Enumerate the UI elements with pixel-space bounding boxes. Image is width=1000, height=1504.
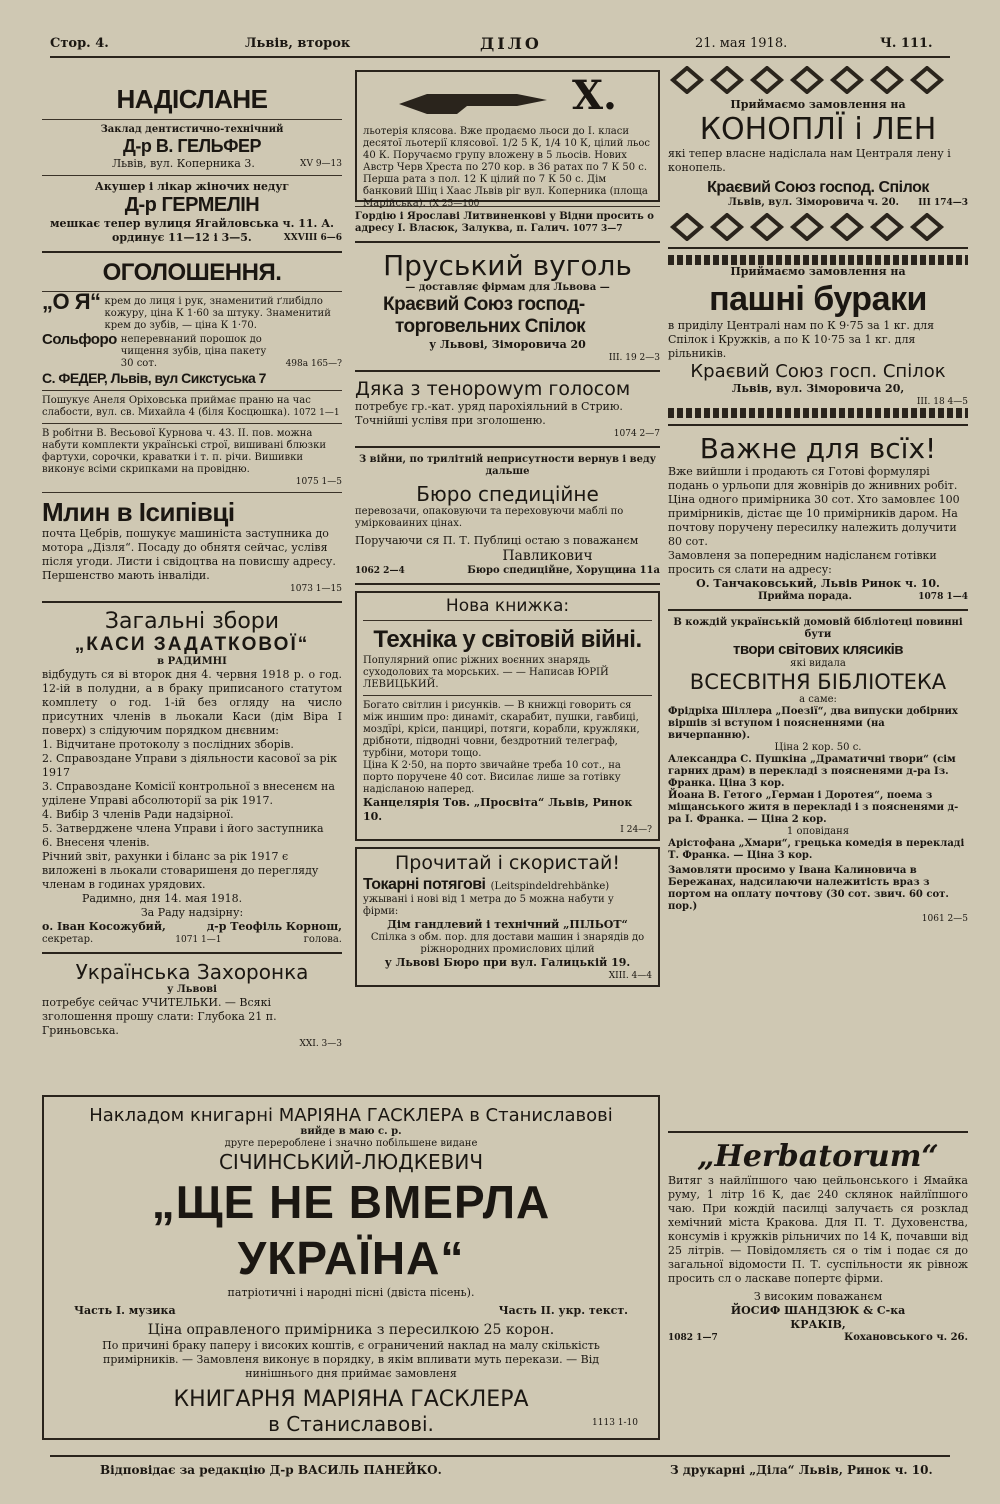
zakhoronka-code: XXI. 3—3 [299, 1039, 342, 1049]
vazhne-text: Вже вийшли і продають ся Готові формулярі подань о урльопи для жовнірів до жнивних робіт. [668, 465, 958, 492]
ad-dentist-address: Львів, вул. Коперника 3. XV 9—13 [112, 157, 342, 170]
book-price: Ціна 2 кор. 50 с. [774, 742, 862, 753]
anthem-price: Ціна оправленого примірника з пересилкою 25 корон. [147, 1322, 555, 1338]
diak-title: Дяка з тенорowym голосом [355, 378, 631, 400]
lottery-ad [355, 70, 660, 209]
konopli-title: КОНОПЛЇ і ЛЕН [699, 112, 937, 147]
ad-akusherka: Пошукує Анеля Оріховська приймає праню на час слабости, вул. св. Михайла 4 (біля Косцюшка). 1072 1—1 [42, 395, 340, 418]
biuro-text2: Поручаючи ся П. Т. Публиці остаю з поважанєм [355, 534, 639, 547]
zbory-title: Загальні збори [104, 609, 280, 634]
section-title-nadislane: НАДІСЛАНЕ [116, 84, 268, 114]
zbory-dateline: Радимно, дня 14. мая 1918. [82, 892, 243, 905]
vazhne-text3: Замовленя за попередним надісланєм готівки просить ся слати на адресу: [668, 549, 937, 576]
zbory-place: в РАДИМНІ [157, 656, 227, 667]
buraky-intro: Приймаємо замовлення на [730, 265, 906, 278]
herbatorum-address: 1082 1—7 Кохановського ч. 26. [668, 1332, 968, 1343]
ad-robitnia: В робітни В. Весьової Курнова ч. 43. II. пов. можна набути комплекти українські строї, вишивані блюзки фартухи, сорочки, краватки і т. п. річи. Вишивки виконує всіми скрипками на провідню. [42, 428, 326, 475]
vazhne-title: Важне для всїх! [699, 432, 937, 465]
ad-solforo: Сольфоро неперевнаний порошок до чищення зубів, ціна пакету 30 сот. 498a 165—? [42, 331, 342, 369]
herbatorum-closing: З високим поважанєм [753, 1290, 883, 1303]
herbatorum-text: Витяг з найлїпшого чаю цейльонського і Ямайка руму, 1 літр 16 К, дає 240 склянок найлїпшого чаю. При кождій пасилці залучаєть ся розклад хемічний міста Кракова. Для П. Т. Духовенства, консумів і кружків рільничих по 14 К, почавши від 25 літрів. — Повідомляєть ся о тім і подає ся до загальної відомости П. Т. суспільности як рівнож просить сл о ласкаве попертє фірми. [668, 1174, 968, 1285]
zakhoronka-title: Українська Захоронка [75, 960, 309, 984]
herbatorum-city: КРАКІВ, [790, 1318, 846, 1331]
zbory-report: Річний звіт, рахунки і біланс за рік 1917 є виложені в льокали стоваришеня до перегляду членам в годинах урядових. [42, 850, 319, 891]
biuro-title: Бюро спедиційне [416, 482, 599, 506]
column-3 [668, 62, 968, 925]
vugol-address: у Львові, Зіморовича 20 [429, 338, 586, 351]
buraky-address: Львів, вул. Зіморовича 20, [731, 382, 905, 395]
ad-gyn-line: Акушер і лікар жіночих недуг [94, 180, 290, 193]
book-note: 1 оповіданя [786, 826, 850, 837]
anthem-author: СІЧИНСЬКИЙ-ЛЮДКЕВИЧ [218, 1150, 484, 1174]
biuro-name: Павликович [502, 548, 593, 564]
ad-oya: „О Я“ крем до лиця і рук, знаменитий ґлибідло кожуру, ціна К 1·60 за штуку. Знаменитий крем до зубів, — ціна К 1·70. [42, 289, 331, 331]
buraky-code: III. 18 4—5 [916, 397, 968, 407]
anthem-parts: Часть І. музика Часть II. укр. текст. [74, 1304, 628, 1317]
ad-mlyn-text: почта Цебрів, пошукує машиніста заступника до мотора „Дізля“. Посаду до обнятя сейчас, услівя після угоди. Листи і свідоцтва на повисшу адресу. Першенство мають інваліди. [42, 527, 336, 582]
ad-gyn-hours: ординує 11—12 і 3—5. XXVIII 6—6 [112, 231, 342, 244]
prochytai-text: ужывані і нові від 1 метра до 5 можна набути у фірми: [363, 894, 614, 917]
ad-gyn-name: Д-р ГЕРМЕЛІН [124, 194, 260, 216]
vugol-title: Пруський вуголь [383, 249, 632, 282]
vazhne-address: О. Танчаковський, Львів Ринок ч. 10. [696, 577, 940, 590]
vugol-org-2: торговельних Спілок [395, 316, 586, 337]
agenda-item: 2. Справоздане Управи з діяльности касової за рік 1917 [42, 752, 337, 779]
vugol-code: III. 19 2—3 [608, 353, 660, 363]
issue-date: 21. мая 1918. [695, 36, 788, 51]
biblioteka-order: Замовляти просимо у Івана Калиновича в Бережанах, надсилаючи належитість враз з портом на оплату почтову (30 сот. звич. 60 сот. пор.) [668, 865, 949, 912]
konopli-text: які тепер власне надіслала нам Централя лену і конопель. [668, 147, 951, 174]
lottery-text: льотерія клясова. Вже продаємо льоси до І. класи десятої льотерії клясової. 1/2 5 К, 1/4 10 К, цілий льос 40 К. Поручаємо групу вложену в 5 льосів. Нових Австр Черв Хреста по 270 кор. в 36 ратах по 7 К 50 с. Перша рата з пол. 12 К цілий по 7 К 50 с. Дім банковий Шіц і Хаас Львів ріг вул. Коперника (площа Марійська). (X 25—100 [363, 126, 650, 209]
konopli-org: Краєвий Союз господ. Спілок [707, 179, 929, 196]
agenda-item: 4. Вибір 3 членів Ради надзірної. [42, 808, 234, 821]
vazhne-text2: Ціна одного примірника 30 сот. Хто замовлеє 100 примірників, дістає ще 10 примірників даром. На почтову поручену пересилку належить долучити 80 сот. [668, 493, 960, 548]
anthem-when: вийде в маю с. р. [300, 1126, 402, 1137]
ornament-band [668, 255, 968, 265]
anthem-book-ad [42, 1095, 660, 1440]
ad-dentist-line: Заклад дентистично-технічний [100, 124, 284, 135]
book-item: Фрідріха Шіллера „Поезії“, два випуски добірних віршів зі вступом і поясненнями (на вичерпанню). [668, 706, 958, 741]
ad-mlyn: Млин в Ісипівці [42, 497, 235, 527]
footer-editor: Відповідає за редакцію Д-р ВАСИЛЬ ПАНЕЙКО. [100, 1463, 442, 1477]
ornament-band [668, 66, 968, 94]
zakhoronka-text: потребує сейчас УЧИТЕЛЬКИ. — Всякі зголошення прошу слати: Глубока 21 п. Гриньовська. [42, 996, 277, 1037]
column-1 [42, 62, 342, 1050]
knyzhka-code: I 24—? [620, 825, 652, 835]
pointing-hand-icon [397, 80, 557, 120]
diak-code: 1074 2—7 [613, 429, 660, 439]
book-item: Александра С. Пушкіна „Драматичні твори“ (сім гарних драм) в перекладі з поясненями д-ра Із. Франка. Ціна 3 кор. [668, 754, 956, 789]
lottery-title: X. [572, 72, 617, 119]
anthem-subtitle: патріотичні і народні пісні (двіста пісень). [227, 1286, 475, 1299]
ornament-band [668, 213, 968, 241]
herbatorum-ad [668, 1125, 968, 1344]
biblioteka-code: 1061 2—5 [921, 914, 968, 924]
prochytai-address: у Львові Бюро при вул. Галицькій 19. [384, 956, 631, 969]
anthem-edition: друге перероблене і значно побільшене видане [224, 1138, 478, 1149]
zbory-subtitle: „КАСИ ЗАДАТКОВОЇ“ [74, 634, 310, 655]
biblioteka-works: твори світових клясиків [732, 641, 903, 658]
book-item: Арістофана „Хмари“, грецька комедія в перекладі Т. Франка. — Ціна 3 кор. [668, 838, 965, 861]
anthem-note: По причині браку паперу і високих коштів, є ограничений наклад на малу скількість примірників. — Замовленя виконує в порядку, в якім впливати муть перекази. — Від нинішнього дня приймає замовленя [102, 1339, 600, 1380]
book-item: Йоана В. Гетого „Герман і Доротея“, поема з міщанського житя в перекладі і з поясненями д-ра І. Франка. — Ціна 2 кор. [668, 790, 959, 825]
anthem-shop: КНИГАРНЯ МАРІЯНА ГАСКЛЕРА [173, 1387, 529, 1412]
knyzhka-price: Ціна К 2·50, на порто звичайне треба 10 сот., на порто поручене 40 сот. Висилає лише за готівку надісланою наперед. [363, 760, 621, 795]
ad-mlyn-code: 1073 1—15 [290, 584, 342, 594]
agenda-item: 5. Затверджене члена Управи і його заступника [42, 822, 324, 835]
newspaper-title: ДІЛО [480, 34, 542, 53]
buraky-org: Краєвий Союз госп. Спілок [690, 361, 946, 382]
ad-gyn-address: мешкає тепер вулиця Ягайловська ч. 11. А. [49, 217, 335, 230]
page-header [50, 30, 950, 58]
city-day: Львів, второк [245, 36, 351, 51]
biuro-intro: З війни, по трилітній неприсутности вернув і веду дальше [358, 454, 657, 477]
biblioteka-intro: В кождій українській домовій бібліотеці повинні бути [673, 617, 963, 640]
anthem-city: в Станиславові. 1113 1-10 [268, 1412, 638, 1436]
page-footer [50, 1455, 950, 1477]
biuro-address: 1062 2—4 Бюро спедиційне, Хорущина 11а [355, 565, 660, 576]
buraky-title: пашні бураки [709, 280, 927, 318]
issue-number: Ч. 111. [880, 36, 933, 51]
prochytai-ad [355, 847, 660, 987]
agenda-item: 1. Відчитане протоколу з послідних зборів. [42, 738, 294, 751]
biblioteka-which: які видала [790, 658, 846, 669]
biblioteka-title: ВСЕСВІТНЯ БІБЛІОТЕКА [689, 670, 947, 694]
knyzhka-office: Канцелярія Тов. „Просвіта“ Львів, Ринок 10. [363, 796, 633, 823]
herbatorum-title: „Herbatorum“ [697, 1139, 939, 1174]
vazhne-tip: Прийма порада. 1078 1—4 [758, 591, 968, 602]
agenda-item: 6. Внесеня членів. [42, 836, 150, 849]
diak-text: потребує гр.-кат. уряд парохіяльний в Стрию. Точнійші услівя при зголошеню. [355, 400, 623, 427]
vugol-subtitle: — доставляє фірмам для Львова — [405, 282, 610, 293]
agenda-item: 3. Справоздане Комісії контрольної з внесенєм на уділене Управі абсолюторії за рік 1917. [42, 780, 335, 807]
ad-dentist-name: Д-р В. ГЕЛЬФЕР [123, 136, 261, 156]
prochytai-code: XIII. 4—4 [608, 971, 652, 981]
zakhoronka-city: у Львові [167, 984, 217, 995]
biblioteka-now: а саме: [799, 694, 837, 705]
column-2 [355, 62, 660, 987]
knyzhka-new: Нова книжка: [445, 596, 570, 616]
ad-ivanenko: Гордію і Ярославі Литвиненкові у Відни просить о адресу І. Власюк, Залуква, п. Галич. 1077 3—7 [355, 211, 654, 234]
biuro-text: перевозачи, опаковуючи та переховуючи маблі по умірковаиних цінах. [355, 506, 624, 529]
zbory-agenda [42, 738, 342, 850]
footer-printer: З друкарні „Діла“ Львів, Ринок ч. 10. [670, 1463, 933, 1477]
prochytai-item: Токарні потягові (Leitspindeldrehbänke) [363, 876, 610, 893]
ad-robitnia-code: 1075 1—5 [295, 477, 342, 487]
zbory-board: За Раду надзірну: [140, 906, 244, 919]
section-title-ogoloshennia: ОГОЛОШЕННЯ. [102, 259, 282, 286]
vugol-org-1: Краєвий Союз господ- [383, 294, 585, 315]
ad-feder: С. ФЕДЕР, Львів, вул Сикстуська 7 [42, 370, 266, 386]
page-number: Стор. 4. [50, 36, 109, 51]
zbory-roles: секретар. 1071 1—1 голова. [42, 934, 342, 945]
zbory-signatures: о. Іван Косожубий, д-р Теофіль Корнош, [42, 920, 342, 933]
prochytai-firm: Дім гандлевий і технічний „ПІЛЬОТ“ [387, 918, 628, 931]
knyzhka-title: Техніка у світовій війні. [373, 626, 642, 653]
konopli-address: Львів, вул. Зіморовича ч. 20. III 174—3 [728, 197, 968, 208]
zbory-intro: відбудуть ся ві второк дня 4. червня 1918 р. о год. 12-ій в полудни, а в браку приписаного статутом комплету о год. 1-ій без огляду на число присутних членів в льокали Каси (дім Віра І поверх) з слідуючим порядком днєвним: [42, 668, 342, 737]
herbatorum-firm: ЙОСИФ ШАНДЗЮК & С-ка [730, 1304, 906, 1317]
konopli-intro: Приймаємо замовлення на [730, 98, 906, 111]
ornament-band [668, 408, 968, 418]
prochytai-desc: Спілка з обм. пор. для достави машин і знарядів до ріжнородних промислових цілий [370, 932, 645, 955]
knyzhka-desc: Популярний опис ріжних воєнних знарядь суходолових та морських. — — Написав ЮРІЙ ЛЕВИЦЬКИЙ. [363, 655, 609, 690]
anthem-title: „ЩЕ НЕ ВМЕРЛА УКРАЇНА“ [151, 1176, 551, 1284]
buraky-text: в приділу Централі нам по К 9·75 за 1 кг. для Спілок і Кружків, а по К 10·75 за 1 кг. для рільників. [668, 319, 935, 360]
prochytai-title: Прочитай і скористай! [394, 852, 621, 874]
anthem-publisher: Накладом книгарні МАРІЯНА ГАСКЛЕРА в Станиславові [89, 1105, 613, 1126]
knyzhka-ad [355, 591, 660, 841]
knyzhka-content: Богато світлин і рисунків. — В книжці говорить ся між иншим про: динаміт, скарабит, пушки, гавбиці, моздїрі, кріси, панцирі, потяги, корабли, кружляки, дрібноти, підводні човни, бездротний телеграф, турбіни, мотори тощо. [363, 700, 640, 759]
